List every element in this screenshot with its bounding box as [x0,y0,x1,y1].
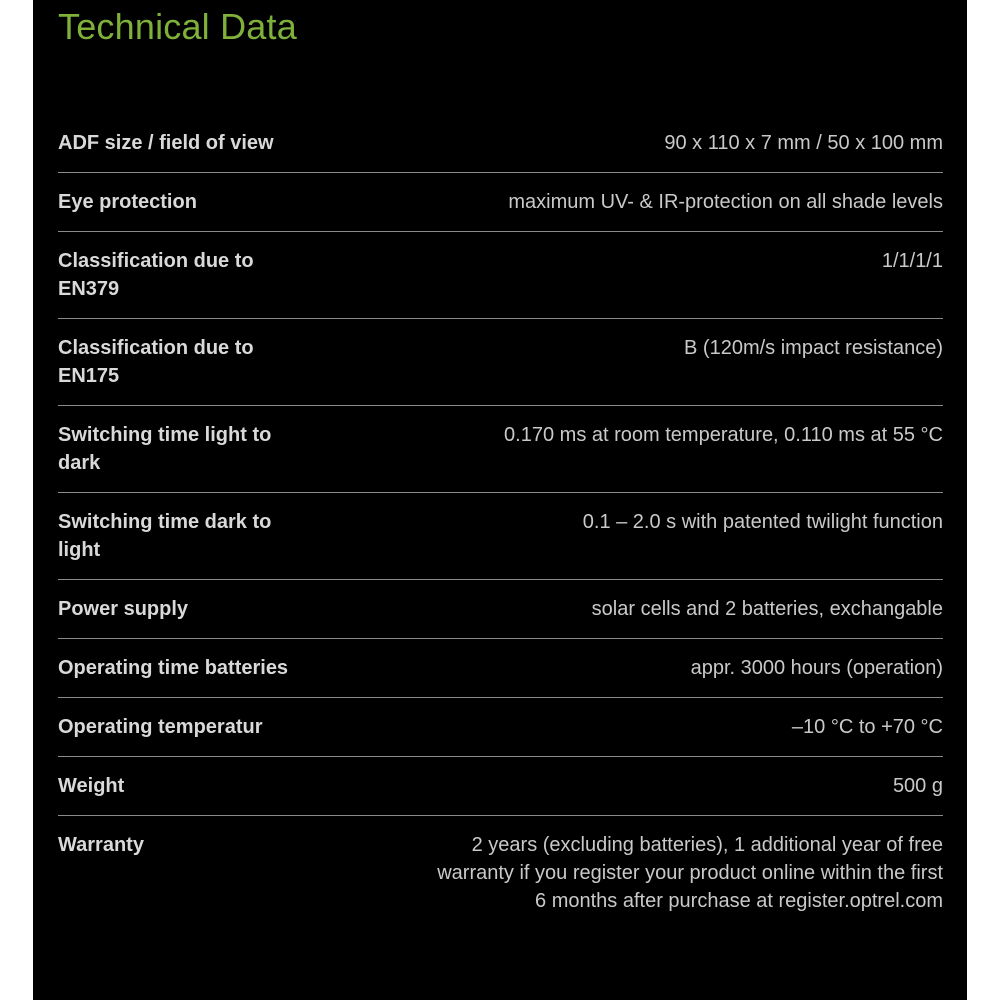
spec-label: Eye protection [58,191,197,213]
spec-value [508,188,943,216]
spec-value [664,129,943,157]
spec-row [58,232,943,319]
spec-row [58,493,943,580]
spec-value-line: 90 x 110 x 7 mm / 50 x 100 mm [664,132,943,154]
spec-label: Switching time light to dark [58,424,272,474]
spec-label: Switching time dark to light [58,511,272,561]
page-title: Technical Data [58,6,297,47]
spec-row [58,757,943,816]
spec-value [504,421,943,449]
technical-data-panel [33,0,967,1000]
spec-label: Power supply [58,598,189,620]
spec-value-line: warranty if you register your product online within the first [437,862,943,884]
spec-row [58,319,943,406]
spec-row [58,816,943,930]
spec-row [58,114,943,173]
spec-row [58,406,943,493]
spec-label: Weight [58,775,125,797]
spec-value [592,595,943,623]
spec-value [684,334,943,362]
spec-row [58,698,943,757]
spec-label: Classification due to EN175 [58,337,254,387]
spec-value-line: appr. 3000 hours (operation) [690,657,943,679]
spec-value-line: 0.170 ms at room temperature, 0.110 ms at 55 °C [504,424,943,446]
spec-label: ADF size / field of view [58,132,274,154]
spec-value [691,654,943,682]
spec-label: Operating temperatur [58,716,263,738]
spec-value-line: –10 °C to +70 °C [791,716,943,738]
spec-value [882,247,943,275]
spec-value-line: solar cells and 2 batteries, exchangable [591,598,943,620]
spec-value-line: 0.1 – 2.0 s with patented twilight function [582,511,943,533]
spec-value-line: 6 months after purchase at register.optrel.com [535,890,943,912]
spec-value [792,713,943,741]
spec-label: Warranty [58,834,144,856]
spec-label: Operating time batteries [58,657,289,679]
spec-value [583,508,943,536]
spec-row [58,639,943,698]
spec-value-line: maximum UV- & IR-protection on all shade levels [508,191,943,213]
spec-value-line: 1/1/1/1 [881,250,943,272]
spec-value-line: 2 years (excluding batteries), 1 additional year of free [471,834,943,856]
spec-value [437,831,943,915]
spec-value-line: 500 g [892,775,943,797]
spec-row [58,580,943,639]
spec-label: Classification due to EN379 [58,250,254,300]
spec-table [58,114,943,930]
spec-value-line: B (120m/s impact resistance) [684,337,943,359]
spec-value [893,772,943,800]
spec-row [58,173,943,232]
